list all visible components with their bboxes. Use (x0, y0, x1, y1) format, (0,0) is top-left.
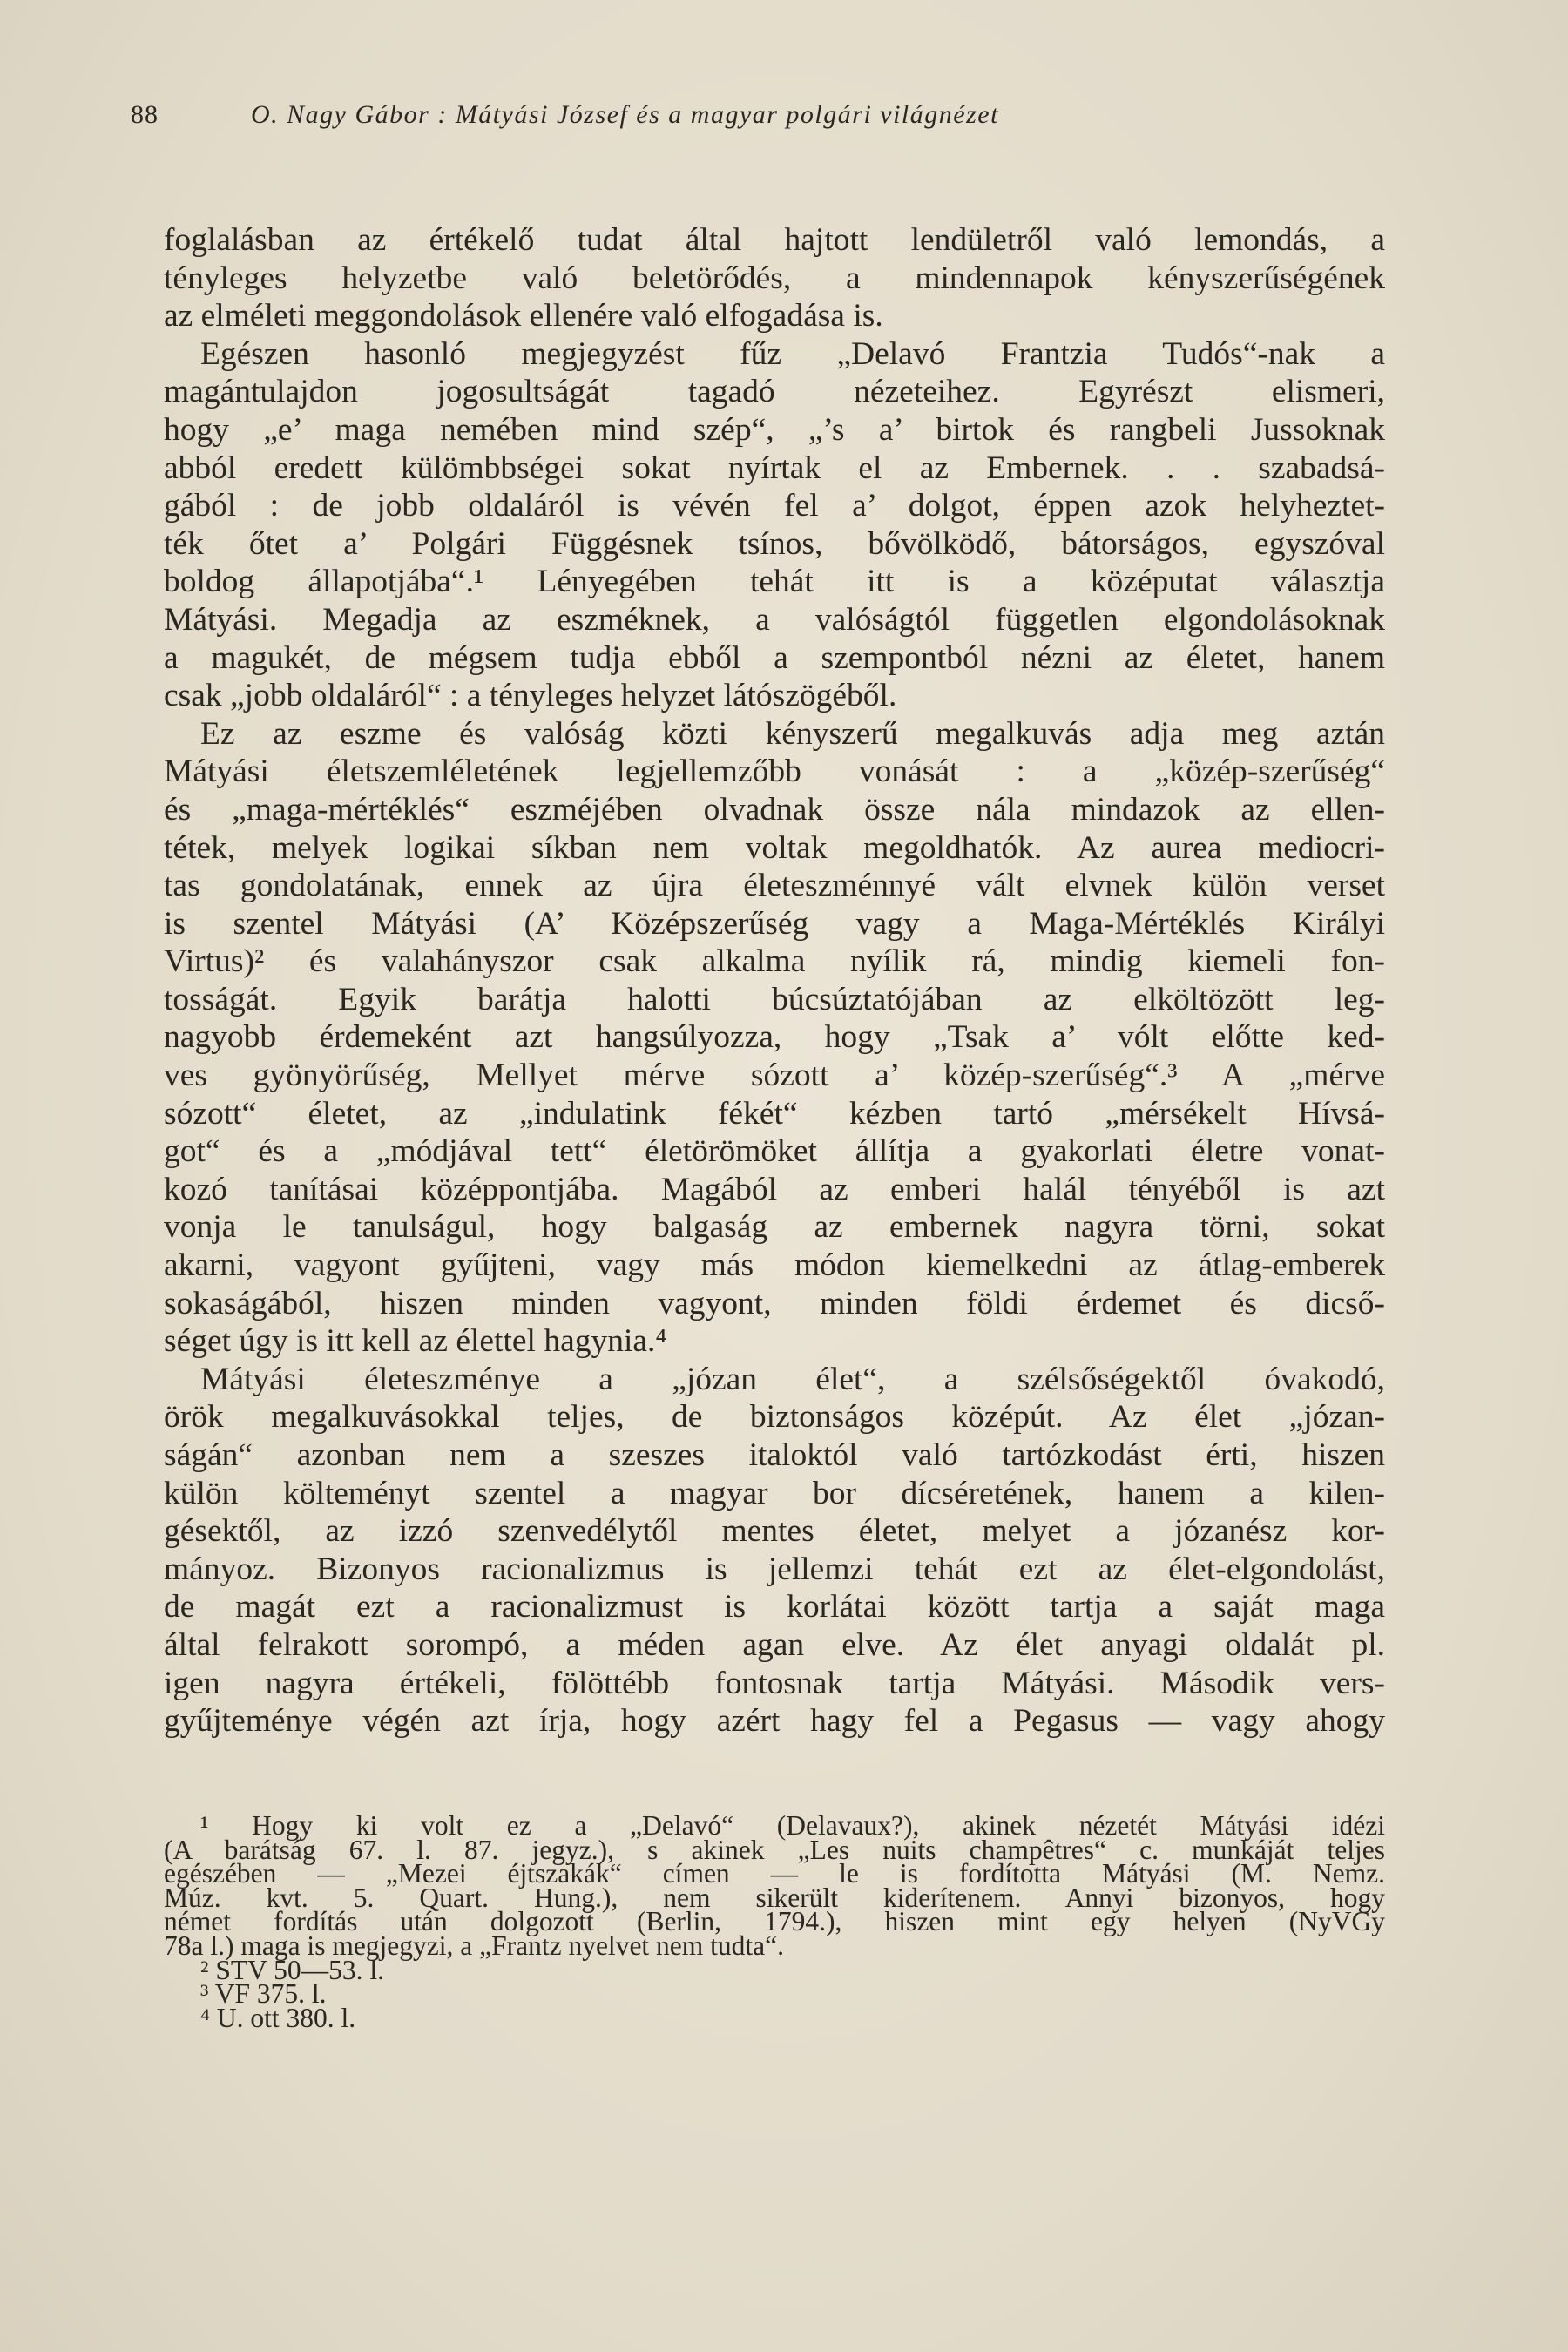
text-line: a magukét, de mégsem tudja ebből a szempontból nézni az életet, hanem (164, 639, 1385, 676)
text-line: Mátyási életeszménye a „józan élet“, a szélsőségektől óvakodó, (200, 1361, 1385, 1397)
footnote-line: ² STV 50—53. l. (200, 1954, 385, 1985)
text-line: mányoz. Bizonyos racionalizmus is jellemzi tehát ezt az élet-elgondolást, (164, 1551, 1385, 1587)
text-line: foglalásban az értékelő tudat által hajtott lendületről való lemondás, a (164, 222, 1385, 258)
text-line: akarni, vagyont gyűjteni, vagy más módon kiemelkedni az átlag-emberek (164, 1247, 1385, 1284)
text-line: örök megalkuvásokkal teljes, de biztonságos középút. Az élet „józan- (164, 1399, 1385, 1436)
text-line: séget úgy is itt kell az élettel hagynia.⁴ (164, 1323, 667, 1360)
text-line: által felrakott sorompó, a méden agan elve. Az élet anyagi oldalát pl. (164, 1626, 1385, 1663)
text-line: hogy „e’ maga nemében mind szép“, „’s a’ birtok és rangbeli Jussoknak (164, 411, 1385, 448)
text-line: de magát ezt a racionalizmust is korlátai között tartja a saját maga (164, 1589, 1385, 1625)
text-line: tétek, melyek logikai síkban nem voltak megoldhatók. Az aurea mediocri- (164, 829, 1385, 866)
footnote-line: Múz. kvt. 5. Quart. Hung.), nem sikerült kiderítenem. Annyi bizonyos, hogy (164, 1882, 1385, 1913)
body-text (164, 221, 1385, 1740)
footnote-line: 78a l.) maga is megjegyzi, a „Frantz nyelvet nem tudta“. (164, 1930, 784, 1961)
text-line: got“ és a „módjával tett“ életörömöket állítja a gyakorlati életre vonat- (164, 1133, 1385, 1170)
text-line: nagyobb érdemeként azt hangsúlyozza, hogy „Tsak a’ vólt előtte ked- (164, 1019, 1385, 1056)
text-line: boldog állapotjába“.¹ Lényegében tehát itt is a középutat választja (164, 564, 1385, 600)
text-line: igen nagyra értékeli, fölöttébb fontosnak tartja Mátyási. Második vers- (164, 1665, 1385, 1701)
text-line: gésektől, az izzó szenvedélytől mentes életet, melyet a józanész kor- (164, 1513, 1385, 1550)
text-line: is szentel Mátyási (A’ Középszerűség vagy a Maga-Mértéklés Királyi (164, 905, 1385, 942)
footnotes (164, 1810, 1385, 2033)
text-line: Mátyási életszemléletének legjellemzőbb vonását : a „közép-szerűség“ (164, 754, 1385, 790)
text-line: csak „jobb oldaláról“ : a tényleges helyzet látószögéből. (164, 678, 897, 714)
text-line: tosságát. Egyik barátja halotti búcsúztatójában az elköltözött leg- (164, 981, 1385, 1017)
footnote-line: ³ VF 375. l. (200, 1978, 327, 2010)
text-line: tényleges helyzetbe való beletörődés, a mindennapok kényszerűségének (164, 260, 1385, 296)
text-line: Mátyási. Megadja az eszméknek, a valóságtól független elgondolásoknak (164, 601, 1385, 638)
page-header (131, 98, 1350, 132)
text-line: kozó tanításai középpontjába. Magából az emberi halál tényéből is azt (164, 1171, 1385, 1207)
text-line: sokaságából, hiszen minden vagyont, minden földi érdemet és dicső- (164, 1285, 1385, 1321)
text-line: magántulajdon jogosultságát tagadó nézeteihez. Egyrészt elismeri, (164, 374, 1385, 410)
text-line: az elméleti meggondolások ellenére való elfogadása is. (164, 298, 883, 335)
text-line: ték őtet a’ Polgári Függésnek tsínos, bővölködő, bátorságos, egyszóval (164, 525, 1385, 562)
text-line: tas gondolatának, ennek az újra életeszménnyé vált elvnek külön verset (164, 868, 1385, 904)
running-head: O. Nagy Gábor : Mátyási József és a magyar polgári világnézet (251, 100, 999, 129)
text-line: gyűjteménye végén azt írja, hogy azért hagy fel a Pegasus — vagy ahogy (164, 1703, 1385, 1740)
text-line: ves gyönyörűség, Mellyet mérve sózott a’ közép-szerűség“.³ A „mérve (164, 1058, 1385, 1094)
text-line: abból eredett külömbbségei sokat nyírtak el az Embernek. . . szabadsá- (164, 449, 1385, 486)
footnote-line: ¹ Hogy ki volt ez a „Delavó“ (Delavaux?), akinek nézetét Mátyási idézi (200, 1810, 1385, 1841)
footnote-line: ⁴ U. ott 380. l. (200, 2002, 356, 2033)
text-line: és „maga-mértéklés“ eszméjében olvadnak össze nála mindazok az ellen- (164, 791, 1385, 828)
text-line: Virtus)² és valahányszor csak alkalma nyílik rá, mindig kiemeli fon- (164, 943, 1385, 980)
text-line: Egészen hasonló megjegyzést fűz „Delavó Frantzia Tudós“-nak a (200, 335, 1385, 372)
page-number: 88 (131, 100, 159, 129)
text-line: Ez az eszme és valóság közti kényszerű megalkuvás adja meg aztán (200, 715, 1385, 752)
text-line: ságán“ azonban nem a szeszes italoktól való tartózkodást érti, hiszen (164, 1437, 1385, 1473)
footnote-line: egészében — „Mezei éjtszakák“ címen — le is fordította Mátyási (M. Nemz. (164, 1858, 1385, 1889)
text-line: vonja le tanulságul, hogy balgaság az embernek nagyra törni, sokat (164, 1209, 1385, 1246)
footnote-line: (A barátság 67. l. 87. jegyz.), s akinek „Les nuits champêtres“ c. munkáját teljes (164, 1834, 1385, 1865)
footnote-line: német fordítás után dolgozott (Berlin, 1794.), hiszen mint egy helyen (NyVGy (164, 1906, 1385, 1937)
text-line: sózott“ életet, az „indulatink fékét“ kézben tartó „mérsékelt Hívsá- (164, 1095, 1385, 1132)
text-line: külön költeményt szentel a magyar bor dícséretének, hanem a kilen- (164, 1475, 1385, 1511)
text-line: gából : de jobb oldaláról is vévén fel a’ dolgot, éppen azok helyheztet- (164, 488, 1385, 524)
